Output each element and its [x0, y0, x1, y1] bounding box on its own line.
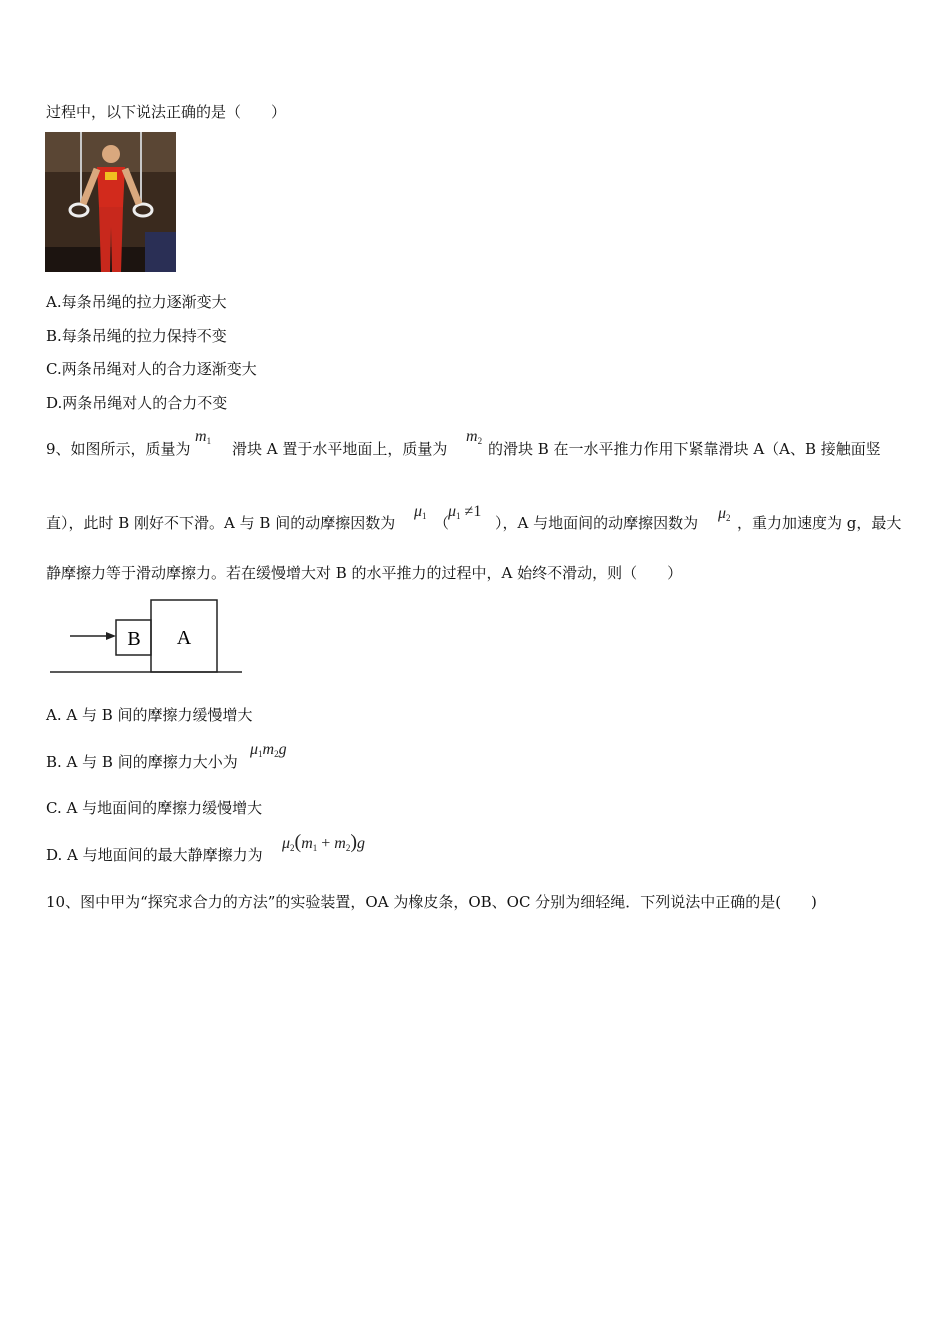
q9-line1-a: 9、如图所示，质量为	[46, 440, 191, 458]
q9-option-b: B. A 与 B 间的摩擦力大小为	[46, 753, 238, 771]
q9-option-b-formula: $\mu_1m_2g$	[250, 741, 287, 759]
q8-option-a: A.每条吊绳的拉力逐渐变大	[46, 293, 227, 311]
q8-option-d: D.两条吊绳对人的合力不变	[46, 394, 228, 412]
gymnast-photo	[45, 132, 176, 272]
q9-line2-a: 直），此时 B 刚好不下滑。A 与 B 间的动摩擦因数为	[46, 514, 396, 532]
q9-option-d-formula: $\mu_2(m_1 + m_2)g$	[282, 831, 366, 853]
q9-line1-c: 的滑块 B 在一水平推力作用下紧靠滑块 A（A、B 接触面竖	[488, 440, 881, 458]
block-diagram	[48, 596, 248, 678]
q9-line3: 静摩擦力等于滑动摩擦力。若在缓慢增大对 B 的水平推力的过程中，A 始终不滑动，则（ ）	[46, 564, 683, 582]
q10-stem: 10、图中甲为“探究求合力的方法”的实验装置，OA 为橡皮条，OB、OC 分别为细轻绳．下列说法中正确的是( )	[46, 893, 817, 911]
q8-option-b: B.每条吊绳的拉力保持不变	[46, 327, 227, 345]
q8-option-c: C.两条吊绳对人的合力逐渐变大	[46, 360, 257, 378]
q9-line2-d: ，重力加速度为 g，最大	[737, 514, 902, 532]
q9-option-c: C. A 与地面间的摩擦力缓慢增大	[46, 799, 263, 817]
q9-mu1-formula: $\mu_1$	[414, 503, 427, 521]
q9-m2-formula: $m_2$	[466, 428, 483, 446]
block-b-label: B	[127, 628, 141, 650]
block-a-label: A	[176, 627, 192, 649]
push-arrow-head	[106, 632, 116, 640]
q9-m1-formula: $m_1$	[195, 428, 212, 446]
q9-mu1-neq-formula: $\mu_1 \ne 1$	[448, 503, 482, 521]
q9-line1-b: 滑块 A 置于水平地面上，质量为	[232, 440, 448, 458]
q9-line2-b: （	[434, 514, 450, 532]
q8-stem: 过程中，以下说法正确的是（ ）	[46, 103, 287, 121]
q9-option-a: A. A 与 B 间的摩擦力缓慢增大	[46, 706, 253, 724]
q9-option-d: D. A 与地面间的最大静摩擦力为	[46, 846, 263, 864]
q9-line2-c: ），A 与地面间的动摩擦因数为	[495, 514, 699, 532]
q9-mu2-formula: $\mu_2$	[718, 505, 731, 523]
